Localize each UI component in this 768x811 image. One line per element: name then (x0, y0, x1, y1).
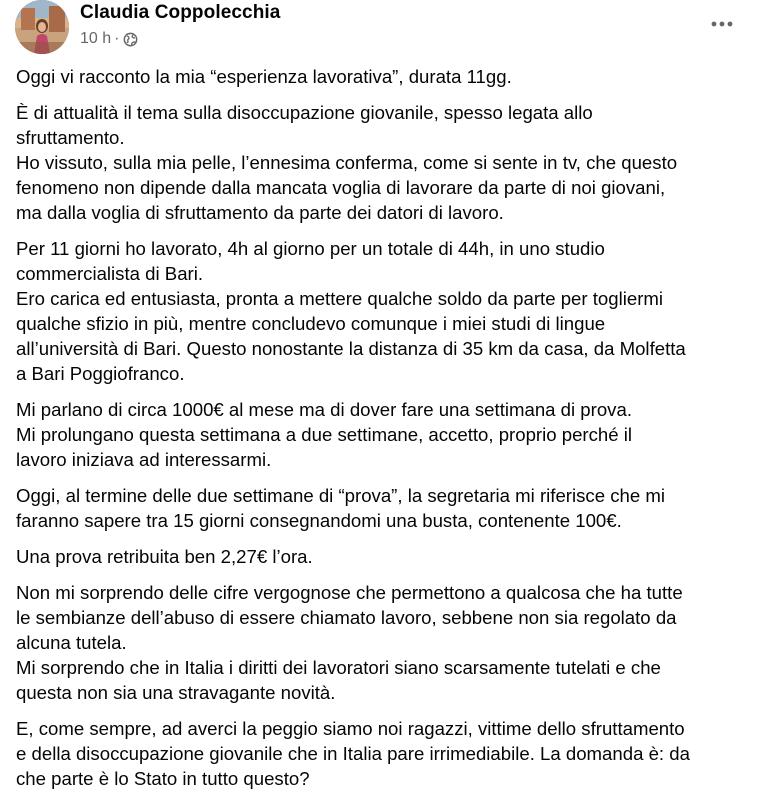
text-line: Una prova retribuita ben 2,27€ l’ora. (16, 546, 313, 567)
author-name[interactable]: Claudia Coppolecchia (80, 2, 281, 23)
text-line: E, come sempre, ad averci la peggio siamo noi ragazzi, vittime dello sfruttamento (16, 718, 685, 739)
text-line: sfruttamento. (16, 127, 125, 148)
paragraph (16, 236, 758, 386)
globe-icon[interactable] (123, 32, 138, 47)
avatar[interactable] (15, 0, 69, 54)
text-line: Non mi sorprendo delle cifre vergognose che permettono a qualcosa che ha tutte (16, 582, 683, 603)
text-line: Mi parlano di circa 1000€ al mese ma di dover fare una settimana di prova. (16, 399, 632, 420)
text-line: che parte è lo Stato in tutto questo? (16, 768, 310, 789)
more-options-button[interactable] (704, 10, 740, 38)
text-line: e della disoccupazione giovanile che in Italia pare irrimediabile. La domanda è: da (16, 743, 690, 764)
text-line: fenomeno non dipende dalla mancata voglia di lavorare da parte di noi giovani, (16, 177, 666, 198)
paragraph (16, 397, 758, 472)
text-line: Mi prolungano questa settimana a due settimane, accetto, proprio perché il (16, 424, 633, 445)
text-line: lavoro iniziava ad interessarmi. (16, 449, 272, 470)
text-line: a Bari Poggiofranco. (16, 363, 185, 384)
text-line: Ero carica ed entusiasta, pronta a mettere qualche soldo da parte per togliermi (16, 288, 664, 309)
text-line: qualche sfizio in più, mentre concludevo comunque i miei studi di lingue (16, 313, 606, 334)
text-line: Oggi, al termine delle due settimane di “prova”, la segretaria mi riferisce che mi (16, 485, 665, 506)
paragraph (16, 483, 758, 533)
text-line: ma dalla voglia di sfruttamento da parte dei datori di lavoro. (16, 202, 504, 223)
text-line: È di attualità il tema sulla disoccupazione giovanile, spesso legata allo (16, 102, 593, 123)
avatar-photo (15, 0, 69, 54)
post-header (0, 0, 768, 60)
text-line: all’università di Bari. Questo nonostante la distanza di 35 km da casa, da Molfetta (16, 338, 686, 359)
paragraph (16, 100, 758, 225)
paragraph (16, 64, 758, 89)
text-line: Oggi vi racconto la mia “esperienza lavorativa”, durata 11gg. (16, 66, 512, 87)
post-meta (80, 30, 138, 48)
text-line: commercialista di Bari. (16, 263, 204, 284)
paragraph (16, 544, 758, 569)
paragraph (16, 580, 758, 705)
text-line: Per 11 giorni ho lavorato, 4h al giorno per un totale di 44h, in uno studio (16, 238, 605, 259)
text-line: Mi sorprendo che in Italia i diritti dei lavoratori siano scarsamente tutelati e che (16, 657, 661, 678)
text-line: alcuna tutela. (16, 632, 127, 653)
text-line: questa non sia una stravagante novità. (16, 682, 336, 703)
post-body (16, 64, 758, 802)
text-line: faranno sapere tra 15 giorni consegnandomi una busta, contenente 100€. (16, 510, 622, 531)
paragraph (16, 716, 758, 791)
text-line: Ho vissuto, sulla mia pelle, l’ennesima conferma, come si sente in tv, che questo (16, 152, 678, 173)
more-options-icon (711, 21, 733, 27)
text-line: le sembianze dell’abuso di essere chiamato lavoro, sebbene non sia regolato da (16, 607, 677, 628)
meta-separator: · (114, 30, 120, 47)
post-timestamp[interactable]: 10 h (80, 30, 112, 47)
